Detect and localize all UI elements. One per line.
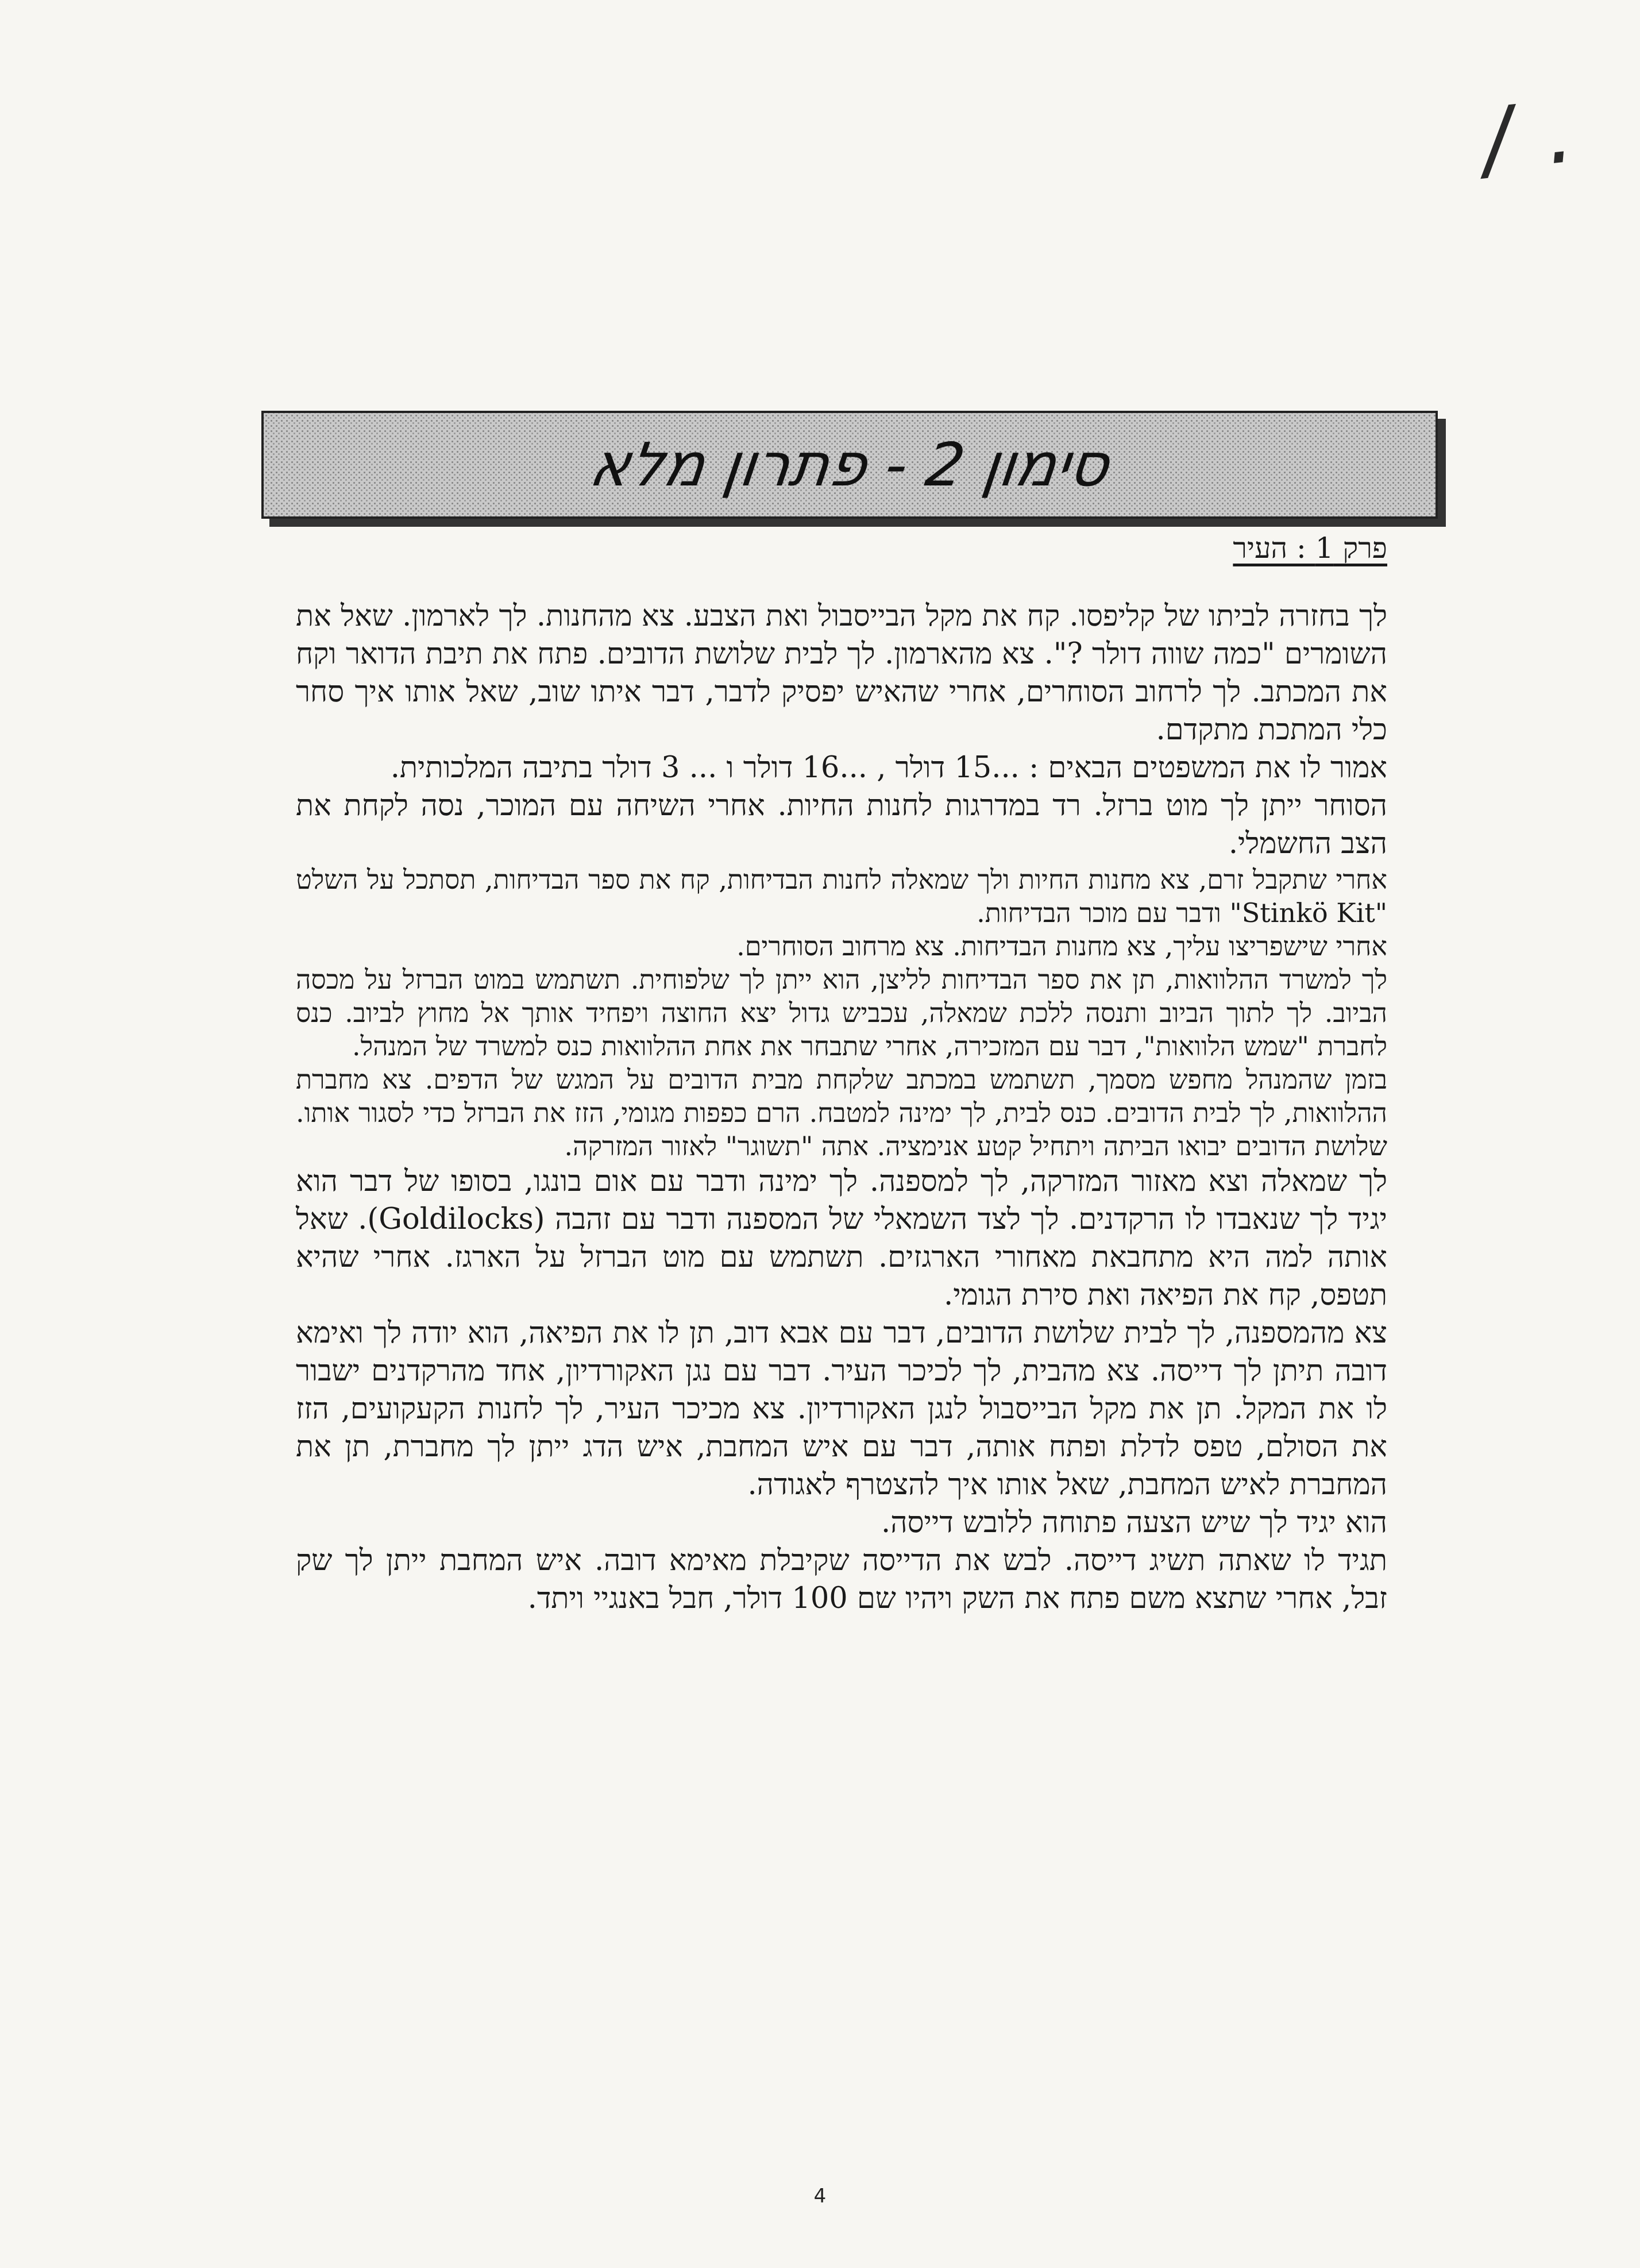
paragraph: הוא יגיד לך שיש הצעה פתוחה ללובש דייסה. — [881, 1506, 1387, 1540]
paragraph: אחרי שישפריצו עליך, צא מחנות הבדיחות. צא מרחוב הסוחרים. — [736, 931, 1387, 962]
paragraph: אחרי שתקבל זרם, צא מחנות החיות ולך שמאלה לחנות הבדיחות, קח את ספר הבדיחות, תסתכל על השלט "Stinkö Kit" ודבר עם מוכר הבדיחות. — [296, 864, 1387, 928]
paragraph: לך בחזרה לביתו של קליפסו. קח את מקל הבייסבול ואת הצבע. צא מהחנות. לך לארמון. שאל את השומרים "כמה שווה דולר ?". צא מהארמון. לך לבית שלושת הדובים. פתח את תיבת הדואר וקח את המכתב. לך לרחוב הסוחרים, אחרי שהאיש יפסיק לדבר, דבר איתו שוב, שאל אותו איך סחר כלי המתכת מתקדם. — [296, 599, 1387, 747]
paragraph: בזמן שהמנהל מחפש מסמך, תשתמש במכתב שלקחת מבית הדובים על המגש של הדפים. צא מחברת ההלוואות, לך לבית הדובים. כנס לבית, לך ימינה למטבח. הרם כפפות מגומי, הזז את הברזל כדי לסגור אותו. שלושת הדובים יבואו הביתה ויתחיל קטע אנימציה. אתה "תשוגר" לאזור המזרקה. — [296, 1064, 1387, 1162]
paragraph: צא מהמספנה, לך לבית שלושת הדובים, דבר עם אבא דוב, תן לו את הפיאה, הוא יודה לך ואימא דובה תיתן לך דייסה. צא מהבית, לך לכיכר העיר. דבר עם נגן האקורדיון, אחד מהרקדנים ישבור לו את המקל. תן את מקל הבייסבול לנגן האקורדיון. צא מכיכר העיר, לך לחנות הקעקועים, הזז את הסולם, טפס לדלת ופתח אותה, דבר עם איש המחבת, איש הדג ייתן לך מחברת, תן את המחברת לאיש המחבת, שאל אותו איך להצטרף לאגודה. — [296, 1316, 1387, 1502]
paragraph: הסוחר ייתן לך מוט ברזל. רד במדרגות לחנות החיות. אחרי השיחה עם המוכר, נסה לקחת את הצב החשמלי. — [296, 789, 1387, 861]
paragraph: תגיד לו שאתה תשיג דייסה. לבש את הדייסה שקיבלת מאימא דובה. איש המחבת ייתן לך שק זבל, אחרי שתצא משם פתח את השק ויהיו שם 100 דולר, חבל באנגיי ויתד. — [296, 1544, 1387, 1615]
page-number: 4 — [813, 2185, 827, 2208]
page-title: סימון 2 - פתרון מלא — [585, 430, 1114, 500]
paragraph: לך למשרד ההלוואות, תן את ספר הבדיחות לליצן, הוא ייתן לך שלפוחית. תשתמש במוט הברזל על מכסה הביוב. לך לתוך הביוב ותנסה ללכת שמאלה, עכביש גדול יצא החוצה ויפחיד אותך אל מחוץ לביוב. כנס לחברת "שמש הלוואות", דבר עם המזכירה, אחרי שתבחר את אחת ההלוואות כנס למשרד של המנהל. — [296, 964, 1387, 1062]
paragraph: לך שמאלה וצא מאזור המזרקה, לך למספנה. לך ימינה ודבר עם אום בונגו, בסופו של דבר הוא יגיד לך שנאבדו לו הרקדנים. לך לצד השמאלי של המספנה ודבר עם זהבה (Goldilocks). שאל אותה למה היא מתחבאת מאחורי הארגזים. תשתמש עם מוט הברזל על הארגז. אחרי שהיא תטפס, קח את הפיאה ואת סירת הגומי. — [296, 1164, 1387, 1312]
section-heading: פרק 1 : העיר — [1233, 531, 1387, 565]
paragraph: אמור לו את המשפטים הבאים : ...15 דולר , ...16 דולר ו ... 3 דולר בתיבה המלכותית. — [390, 751, 1387, 785]
title-banner — [261, 411, 1438, 519]
walkthrough-body — [296, 597, 1387, 1618]
handwritten-page-mark: / . — [1477, 81, 1582, 191]
